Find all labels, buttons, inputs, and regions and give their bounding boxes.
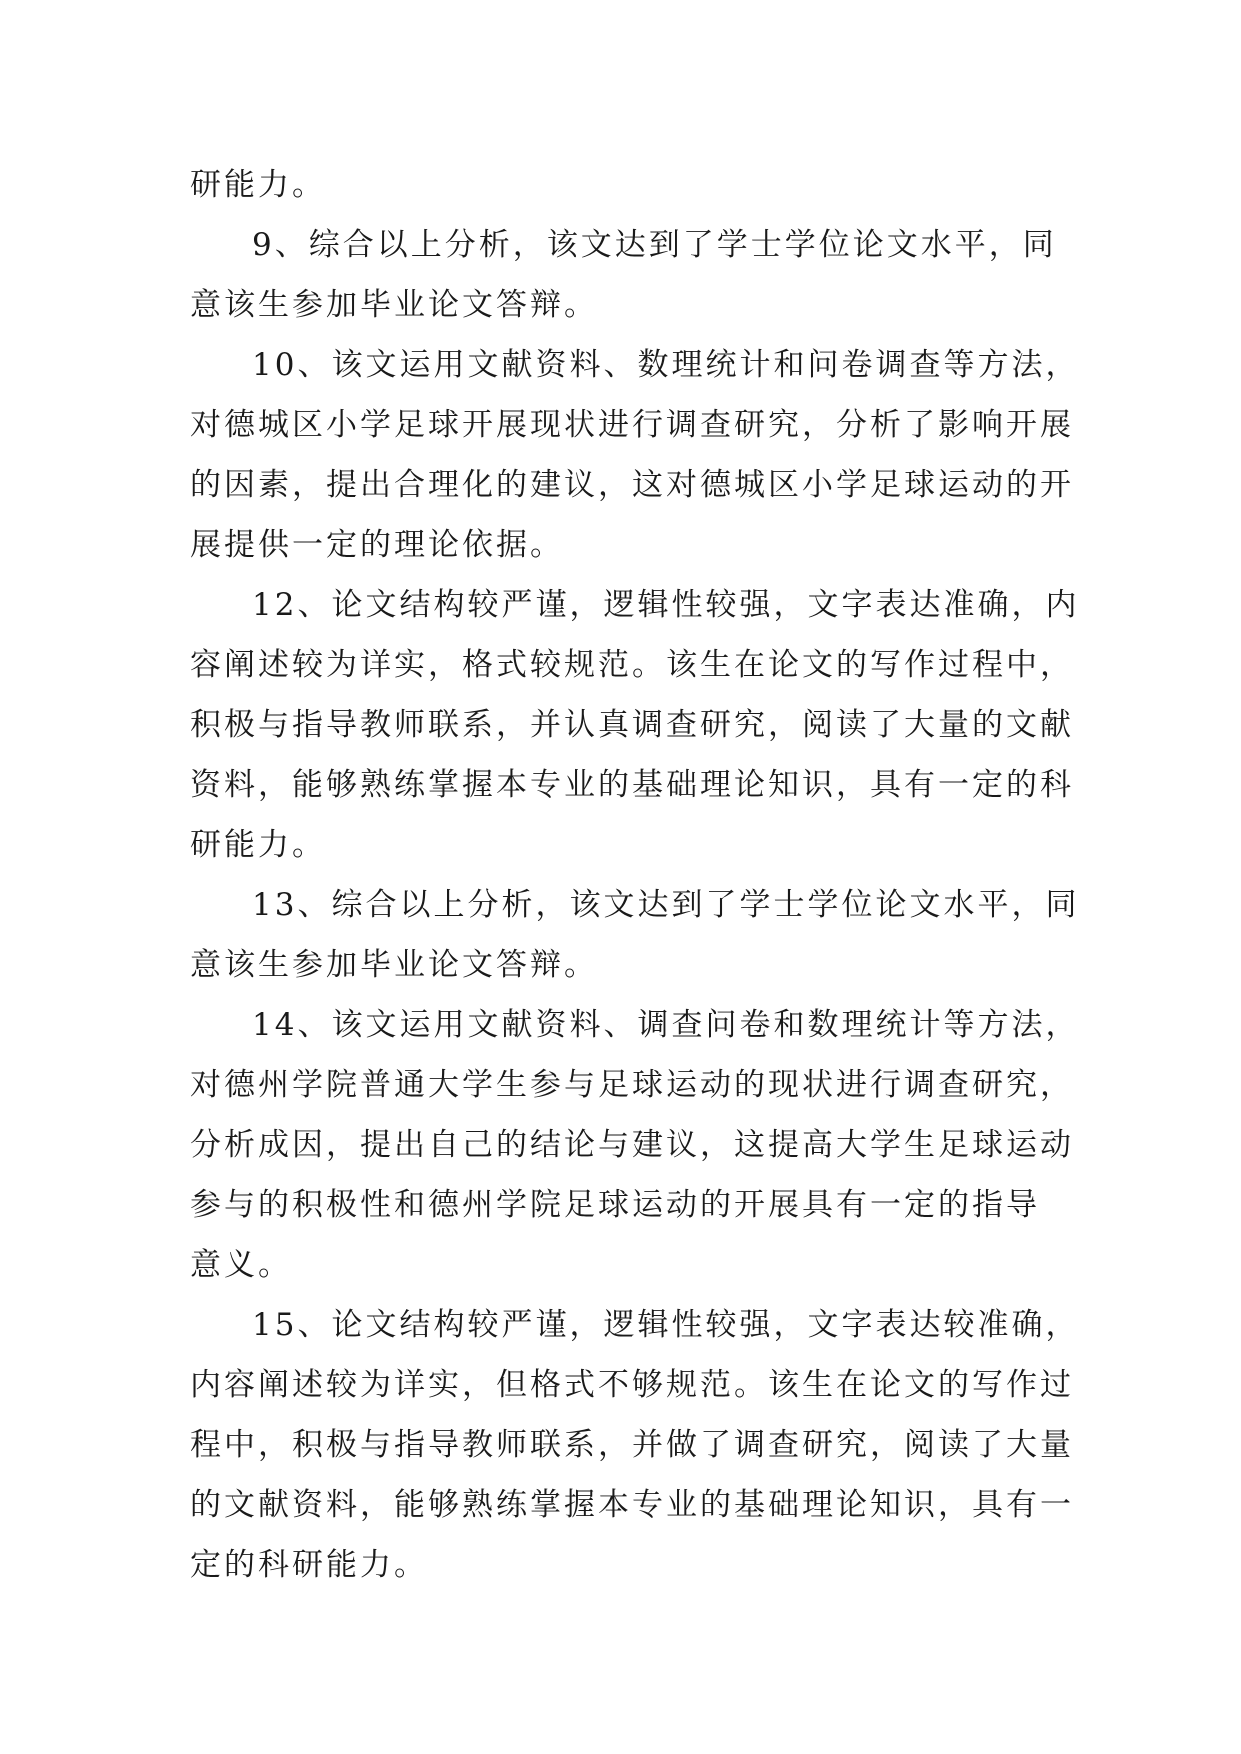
text-line: 参与的积极性和德州学院足球运动的开展具有一定的指导 — [190, 1187, 1040, 1223]
text-line: 对德城区小学足球开展现状进行调查研究，分析了影响开展 — [190, 407, 1074, 443]
text-line: 12、论文结构较严谨，逻辑性较强，文字表达准确，内 — [252, 587, 1080, 623]
text-line: 定的科研能力。 — [190, 1547, 428, 1583]
text-line: 对德州学院普通大学生参与足球运动的现状进行调查研究， — [190, 1067, 1074, 1103]
text-line: 资料，能够熟练掌握本专业的基础理论知识，具有一定的科 — [190, 767, 1074, 803]
text-line: 10、该文运用文献资料、数理统计和问卷调查等方法， — [252, 347, 1080, 383]
text-line: 程中，积极与指导教师联系，并做了调查研究，阅读了大量 — [190, 1427, 1074, 1463]
text-line: 意该生参加毕业论文答辩。 — [190, 287, 598, 323]
text-line: 13、综合以上分析，该文达到了学士学位论文水平，同 — [252, 887, 1080, 923]
text-line: 意该生参加毕业论文答辩。 — [190, 947, 598, 983]
text-line: 分析成因，提出自己的结论与建议，这提高大学生足球运动 — [190, 1127, 1074, 1163]
text-line: 容阐述较为详实，格式较规范。该生在论文的写作过程中， — [190, 647, 1074, 683]
text-line: 展提供一定的理论依据。 — [190, 527, 564, 563]
text-line: 9、综合以上分析，该文达到了学士学位论文水平，同 — [252, 227, 1057, 263]
text-line: 积极与指导教师联系，并认真调查研究，阅读了大量的文献 — [190, 707, 1074, 743]
text-line: 研能力。 — [190, 827, 326, 863]
text-line: 的因素，提出合理化的建议，这对德城区小学足球运动的开 — [190, 467, 1074, 503]
text-line: 内容阐述较为详实，但格式不够规范。该生在论文的写作过 — [190, 1367, 1074, 1403]
text-line: 研能力。 — [190, 167, 326, 203]
text-line: 意义。 — [190, 1247, 292, 1283]
text-line: 14、该文运用文献资料、调查问卷和数理统计等方法， — [252, 1007, 1080, 1043]
text-line: 15、论文结构较严谨，逻辑性较强，文字表达较准确， — [252, 1307, 1080, 1343]
text-line: 的文献资料，能够熟练掌握本专业的基础理论知识，具有一 — [190, 1487, 1074, 1523]
